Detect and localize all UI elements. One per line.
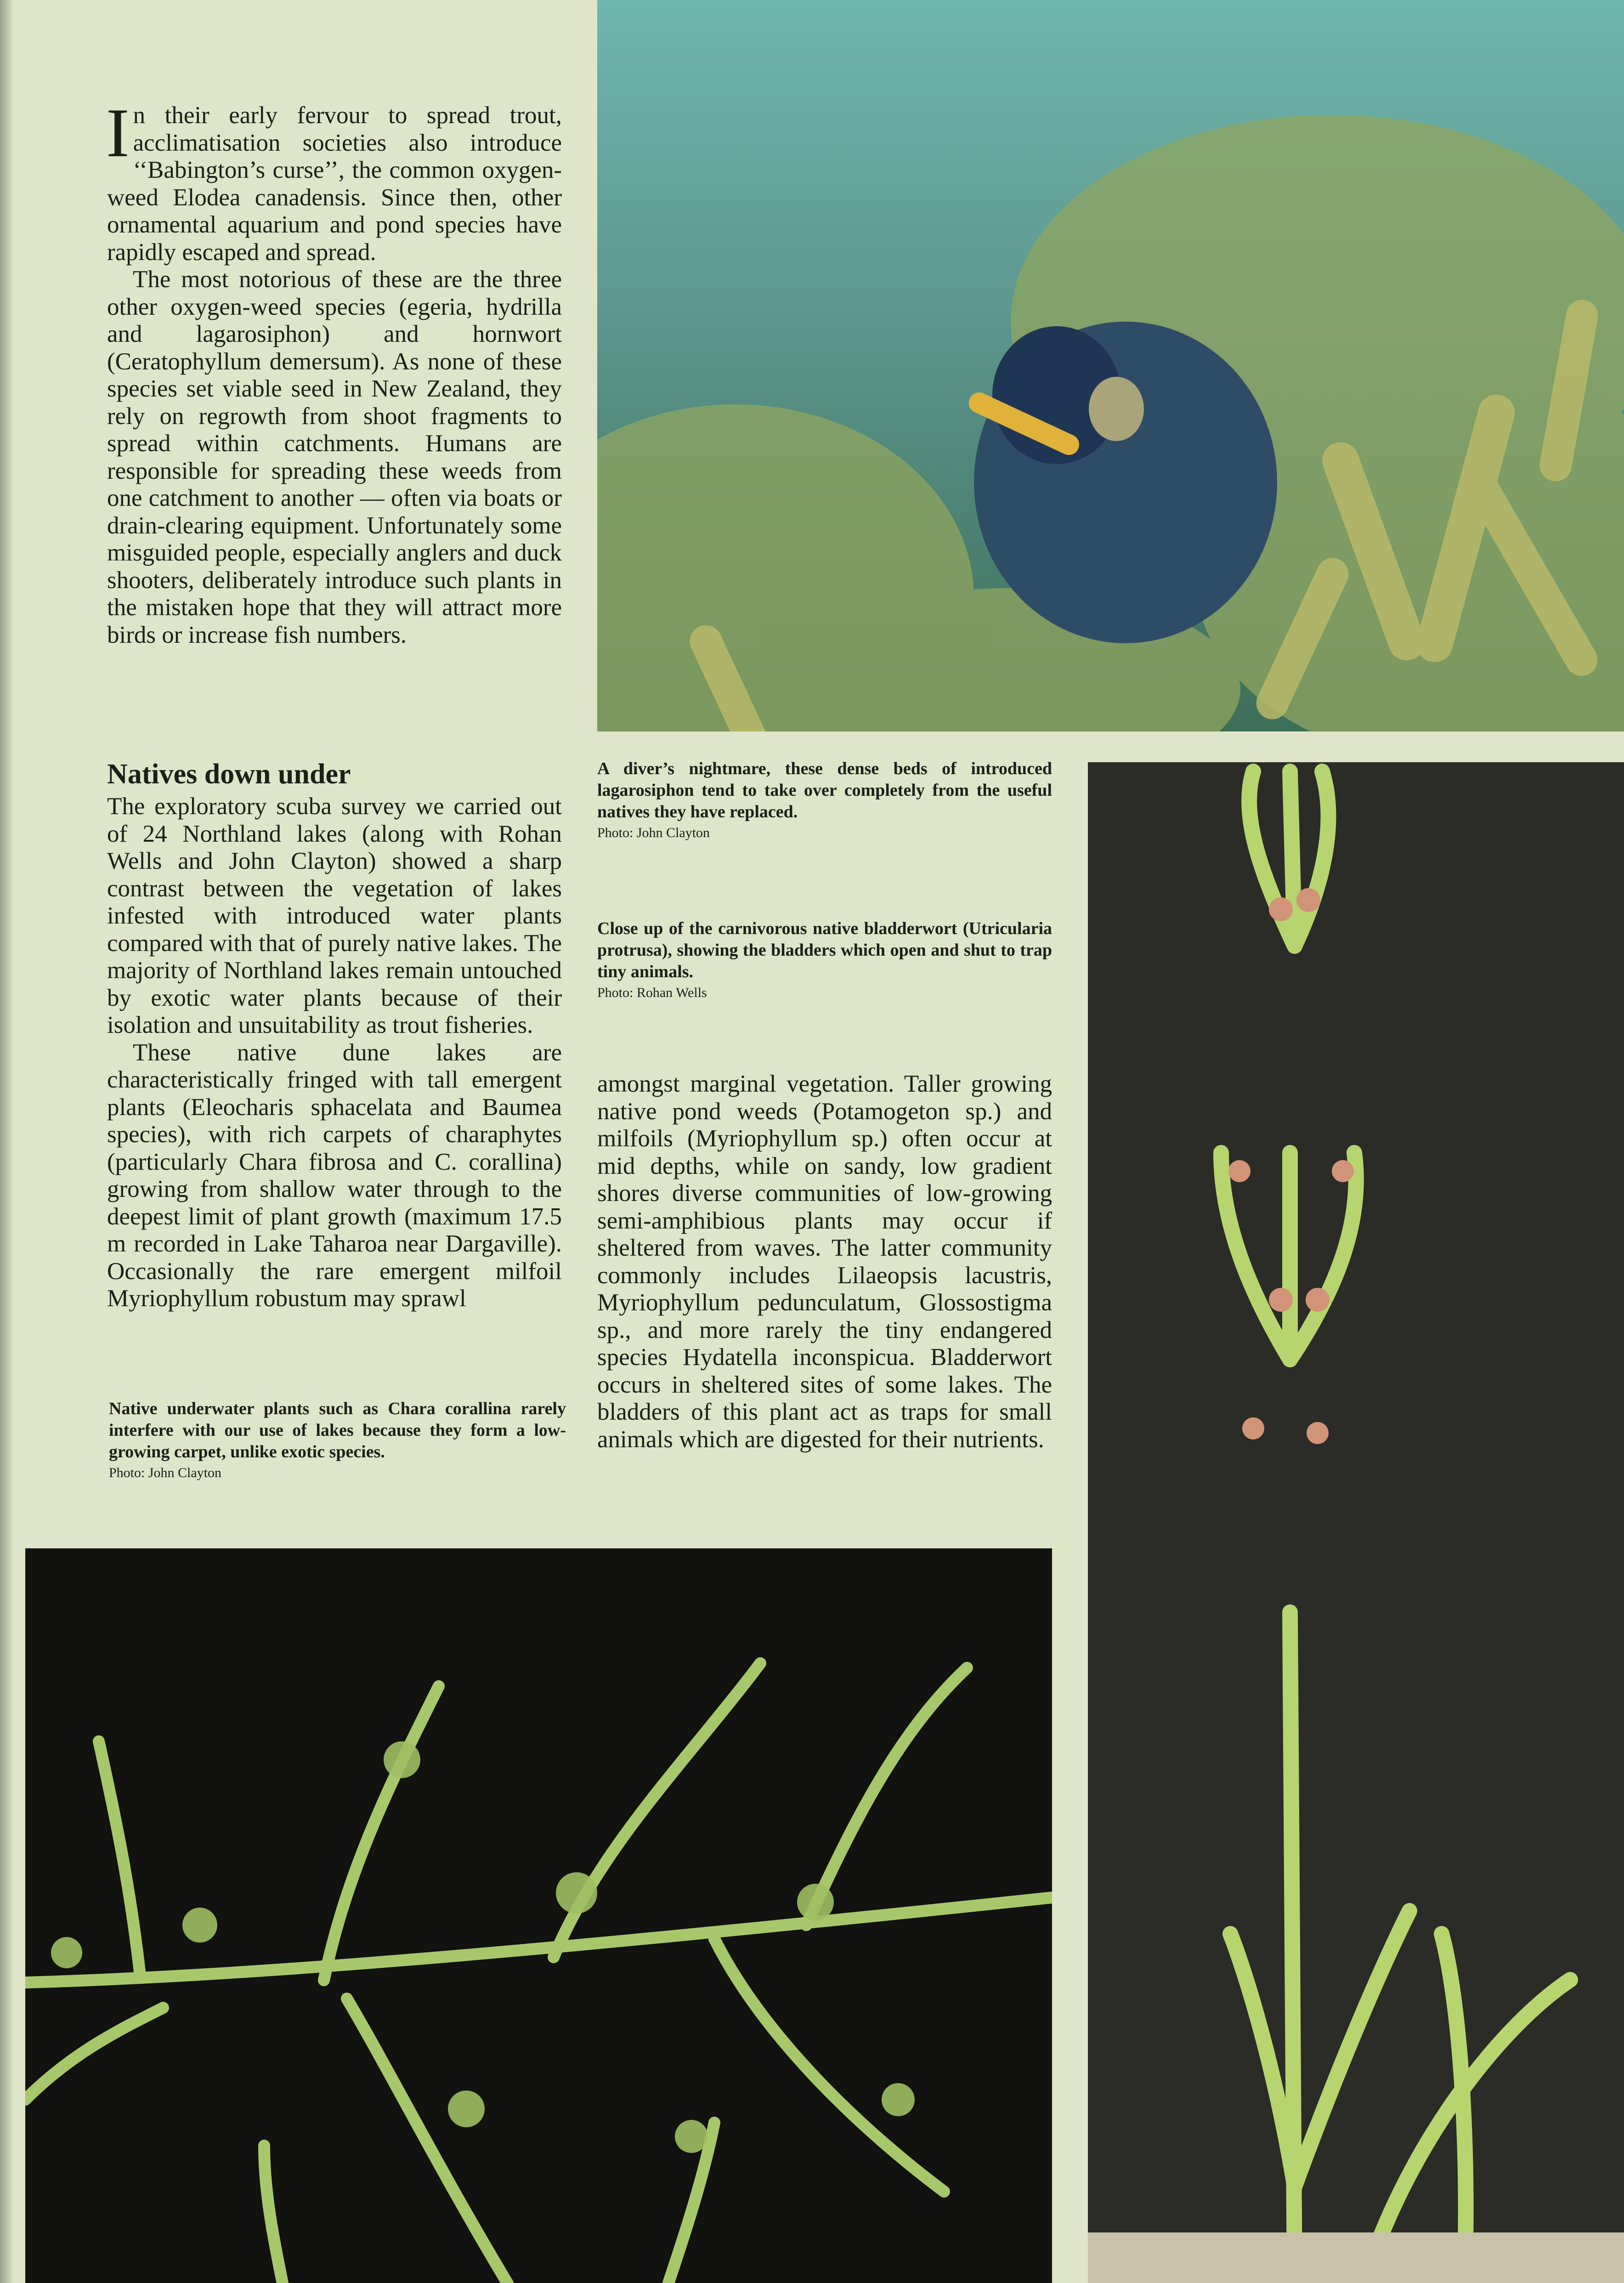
section-heading: Natives down under — [107, 759, 351, 790]
section-column-right — [597, 1071, 1052, 1453]
chara-photo — [25, 1548, 1052, 2283]
intro-column — [106, 94, 562, 649]
caption-diver-text: A diver’s nightmare, these dense beds of introduced lagarosiphon tend to take over completely from the useful natives they have replaced. — [597, 759, 1052, 821]
section-column-left — [107, 758, 562, 1313]
section-paragraph-1: The exploratory scuba survey we carried out of 24 Northland lakes (along with Rohan Wells and John Clayton) showed a sharp contrast between the vegetation of lakes infested with introduced water plants compared with that of purely native lakes. The majority of Northland lakes remain untouched by exotic water plants because of their isolation and unsuitability as trout fisheries. — [107, 793, 562, 1038]
caption-bladderwort — [597, 918, 1052, 1002]
diver-photo — [597, 0, 1624, 731]
intro-paragraph-2: The most notorious of these are the three other oxygen-weed species (egeria, hydrilla and lagarosiphon) and hornwort (Ceratophyllum demersum). As none of these species set viable seed in New Zealand, they rely on regrowth from shoot fragments to spread within catchments. Humans are responsible for spreading these weeds from one catchment to another — often via boats or drain-clearing equipment. Unfortunately some misguided people, especially anglers and duck shooters, deliberately introduce such plants in the mistaken hope that they will attract more birds or increase fish numbers. — [107, 266, 562, 648]
bladderwort-photo — [1088, 762, 1624, 2283]
intro-paragraph-1-text: n their early fervour to spread trout, acclimatisation societies also introduce ‘‘Babington’s curse’’, the common oxygen-weed Elodea canadensis. Since then, other ornamental aquarium and pond species have rapidly escaped and spread. — [107, 102, 562, 266]
section-paragraph-3: amongst marginal vegetation. Taller growing native pond weeds (Potamogeton sp.) and milfoils (Myriophyllum sp.) often occur at mid depths, while on sandy, low gradient shores diverse communities of low-growing semi-amphibious plants may occur if sheltered from waves. The latter community commonly includes Lilaeopsis lacustris, Myriophyllum pedunculatum, Glossostigma sp., and more rarely the tiny endangered species Hydatella inconspicua. Bladderwort occurs in sheltered sites of some lakes. The bladders of this plant act as traps for small animals which are digested for their nutrients. — [597, 1071, 1052, 1453]
caption-diver — [597, 758, 1052, 842]
drop-cap: I — [106, 94, 130, 171]
page-gutter-shadow — [0, 0, 14, 2283]
caption-bladderwort-text: Close up of the carnivorous native bladderwort (Utricularia protrusa), showing the bladders which open and shut to trap tiny animals. — [597, 919, 1052, 981]
caption-chara-text: Native underwater plants such as Chara corallina rarely interfere with our use of lakes because they form a low-growing carpet, unlike exotic species. — [109, 1399, 566, 1462]
intro-paragraph-1 — [106, 94, 562, 266]
caption-chara-credit: Photo: John Clayton — [109, 1465, 222, 1480]
section-paragraph-2: These native dune lakes are characteristically fringed with tall emergent plants (Eleocharis sphacelata and Baumea species), with rich carpets of charaphytes (particularly Chara fibrosa and C. corallina) growing from shallow water through to the deepest limit of plant growth (maximum 17.5 m recorded in Lake Taharoa near Dargaville). Occasionally the rare emergent milfoil Myriophyllum robustum may sprawl — [107, 1039, 562, 1312]
caption-diver-credit: Photo: John Clayton — [597, 825, 710, 840]
caption-bladderwort-credit: Photo: Rohan Wells — [597, 985, 707, 1000]
caption-chara — [109, 1398, 566, 1482]
